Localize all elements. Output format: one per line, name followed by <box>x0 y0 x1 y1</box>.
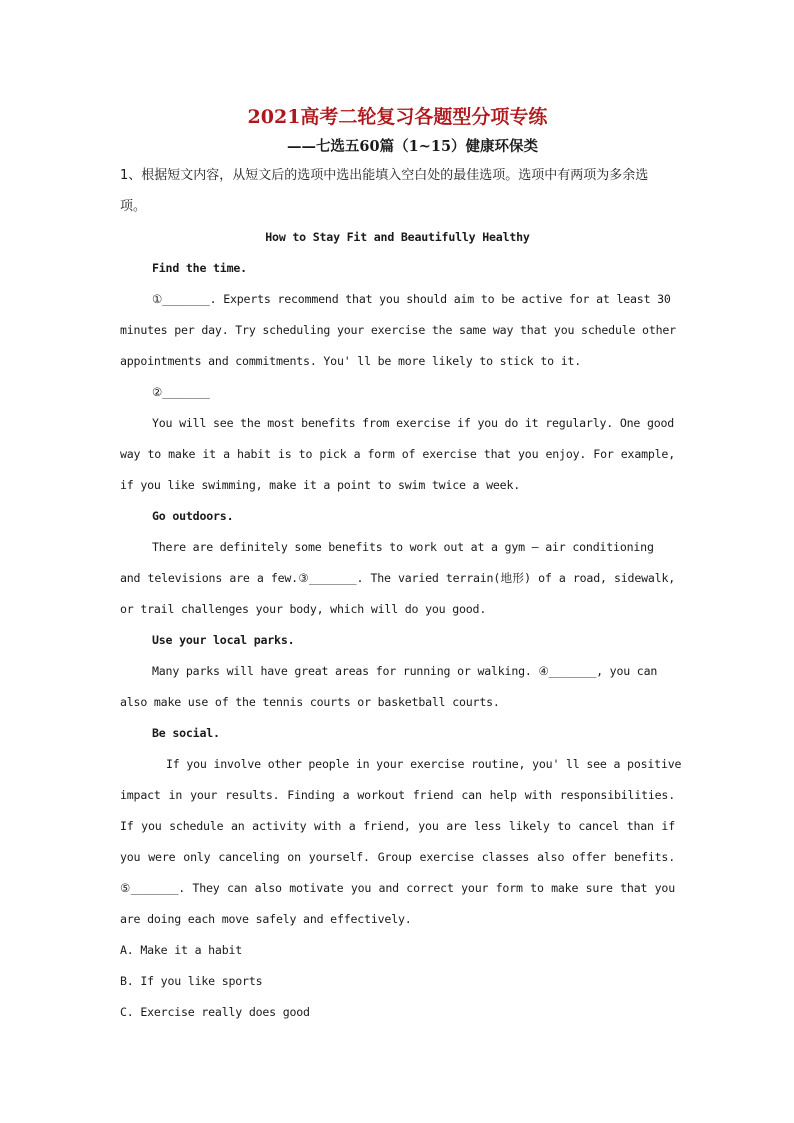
paragraph-line: There are definitely some benefits to work out at a gym — air conditioning <box>152 540 654 554</box>
instruction-line-1: 1、根据短文内容，从短文后的选项中选出能填入空白处的最佳选项。选项中有两项为多余选 <box>120 168 649 183</box>
section-heading: Go outdoors. <box>152 509 234 523</box>
option-b: B. If you like sports <box>120 974 263 988</box>
paragraph-line: are doing each move safely and effectively. <box>120 912 412 926</box>
paragraph-line: Many parks will have great areas for running or walking. ④_______, you can <box>152 664 658 678</box>
paragraph-line: If you involve other people in your exercise routine, you' ll see a positive <box>166 757 682 771</box>
paragraph-line: or trail challenges your body, which will do you good. <box>120 602 487 616</box>
option-c: C. Exercise really does good <box>120 1005 310 1019</box>
paragraph-line: You will see the most benefits from exercise if you do it regularly. One good <box>152 416 675 430</box>
page-title: 2021高考二轮复习各题型分项专练 <box>247 106 548 128</box>
paragraph-line: way to make it a habit is to pick a form of exercise that you enjoy. For example, <box>120 447 675 461</box>
page-subtitle: ——七选五60篇（1~15）健康环保类 <box>286 138 539 155</box>
paragraph-line: and televisions are a few.③_______. The varied terrain(地形) of a road, sidewalk, <box>120 571 675 585</box>
paragraph-line: impact in your results. Finding a workout friend can help with responsibilities. <box>120 788 675 802</box>
paragraph-line: ⑤_______. They can also motivate you and correct your form to make sure that you <box>120 881 675 895</box>
paragraph-line: also make use of the tennis courts or basketball courts. <box>120 695 500 709</box>
article-title: How to Stay Fit and Beautifully Healthy <box>265 230 530 244</box>
blank-2-line: ②_______ <box>152 385 210 399</box>
option-a: A. Make it a habit <box>120 943 243 957</box>
paragraph-line: If you schedule an activity with a friend, you are less likely to cancel than if <box>120 819 675 833</box>
paragraph-line: appointments and commitments. You' ll be more likely to stick to it. <box>120 354 582 368</box>
section-heading: Find the time. <box>152 261 247 275</box>
instruction-line-2: 项。 <box>120 199 147 214</box>
paragraph-line: ①_______. Experts recommend that you should aim to be active for at least 30 <box>152 292 671 306</box>
section-heading: Be social. <box>152 726 220 740</box>
paragraph-line: you were only canceling on yourself. Group exercise classes also offer benefits. <box>120 850 675 864</box>
paragraph-line: minutes per day. Try scheduling your exercise the same way that you schedule other <box>120 323 676 337</box>
section-heading: Use your local parks. <box>152 633 295 647</box>
document-page <box>120 100 682 1028</box>
paragraph-line: if you like swimming, make it a point to swim twice a week. <box>120 478 521 492</box>
